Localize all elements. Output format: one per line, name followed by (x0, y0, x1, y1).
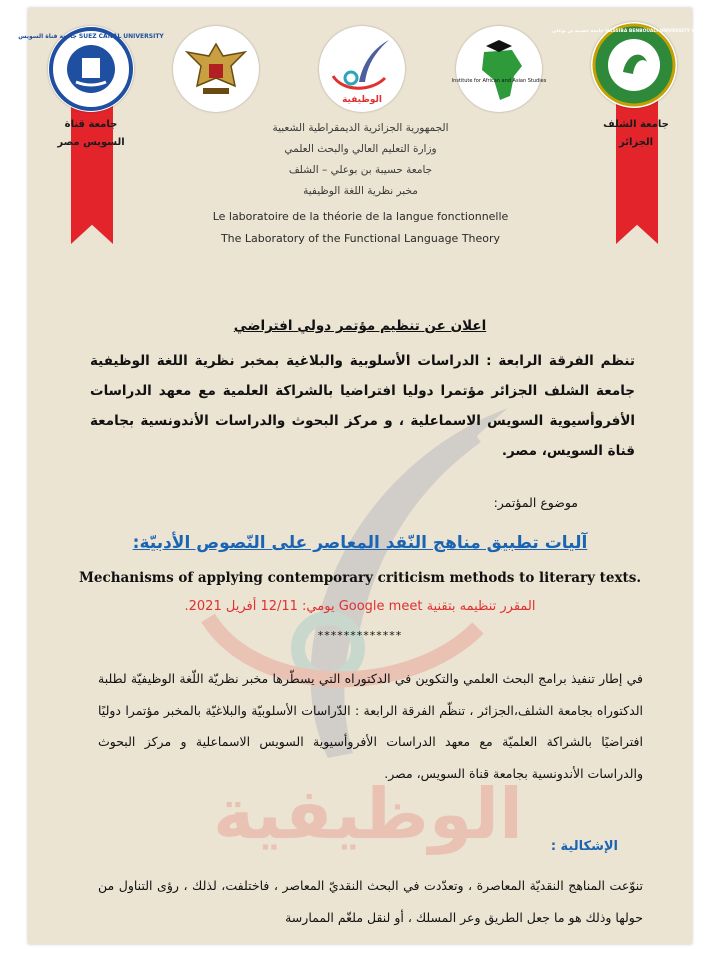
problem-heading: الإشكالية : (550, 839, 618, 854)
topic-title-en: Mechanisms of applying contemporary criticism methods to literary texts. (78, 570, 642, 586)
problem-paragraph: تنوّعت المناهج النقديّة المعاصرة ، وتعدّدت في البحث النقديّ المعاصر ، فاختلفت، لذلك ، رؤى التناول من حولها وذلك هو ما جعل الطريق وعر المسلك ، أو لنقل ملغّم الممارسة (98, 878, 643, 925)
announcement-paragraph: تنظم الفرقة الرابعة : الدراسات الأسلوبية والبلاغية بمخبر نظرية اللغة الوظيفية جامعة الشلف الجزائر مؤتمرا دوليا افتراضيا بالشراكة العلمية مع معهد الدراسات الأفروأسيوية السويس الاسماعلية ، و مركز البحوث والدراسات الأندونسية بجامعة قناة السويس، مصر. (90, 353, 635, 459)
university-line: جامعة حسيبة بن بوعلي – الشلف (288, 164, 433, 176)
laboratory-line-ar: مخبر نظرية اللغة الوظيفية (303, 185, 418, 197)
chlef-university-logo (552, 22, 716, 108)
svg-text:جامعة حسيبة بن بوعلي HASSIBA B: جامعة حسيبة بن بوعلي HASSIBA BENBOUALI UNIVERSITY OF CHLEF (552, 29, 716, 34)
ribbon-label-suez: جامعة قناة السويس مصر (57, 119, 125, 148)
ministry-line: وزارة التعليم العالي والبحث العلمي (284, 143, 437, 155)
africa-institute-logo (451, 26, 547, 112)
republic-line: الجمهورية الجزائرية الديمقراطية الشعبية (272, 122, 449, 134)
red-ribbon-right (616, 84, 658, 244)
feather-wadhifia-logo (319, 26, 405, 112)
meeting-date-line: المقرر تنظيمه بتقنية Google meet يومي: 12/11 أفريل 2021. (184, 599, 536, 614)
laboratory-line-fr: Le laboratoire de la théorie de la langue fonctionnelle (212, 210, 509, 223)
topic-label: موضوع المؤتمر: (493, 495, 578, 510)
suez-canal-university-logo (18, 26, 164, 112)
svg-text:الوظيفية: الوظيفية (342, 95, 382, 105)
ribbon-label-chlef: جامعة الشلف الجزائر (603, 119, 669, 148)
separator-stars: ************* (317, 629, 403, 642)
watermark-text: الوظيفية (212, 773, 524, 855)
document-page (18, 8, 716, 944)
svg-text:Institute for African and Asia: Institute for African and Asian Studies (451, 78, 547, 84)
garuda-emblem-icon (173, 26, 259, 112)
laboratory-line-en: The Laboratory of the Functional Language Theory (220, 232, 501, 245)
announcement-title: اعلان عن تنظيم مؤتمر دولي افتراضي (233, 318, 487, 334)
topic-title-ar: آليات تطبيق مناهج النّقد المعاصر على النّصوص الأدبيّة: (132, 533, 588, 553)
svg-text:جامعة قناة السويس SUEZ CANAL U: جامعة قناة السويس SUEZ CANAL UNIVERSITY (18, 33, 164, 40)
body-paragraph: في إطار تنفيذ برامج البحث العلمي والتكوين في الدكتوراه التي يسطّرها مخبر نظريّة اللّغة الوظيفيّة لطلبة الدكتوراه بجامعة الشلف،الجزائر ، تنظّم الفرقة الرابعة : الدّراسات الأسلوبيّة والبلاغيّة بالمخبر مؤتمرا دوليًا افتراضيًا بالشراكة العلميّة مع معهد الدراسات الأفروأسيوية السويس الاسماعلية و مركز البحوث والدراسات الأندونسية بجامعة قناة السويس، مصر. (98, 671, 643, 781)
